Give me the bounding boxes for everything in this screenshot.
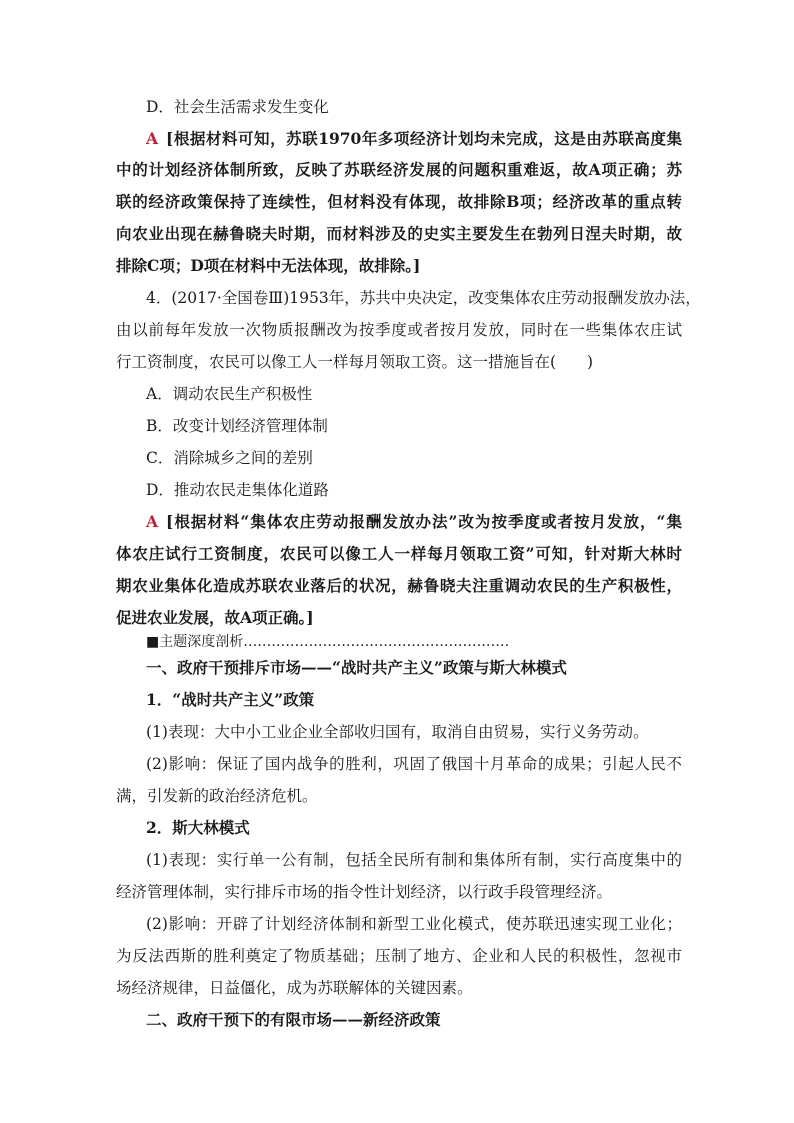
- sub1-paragraph-2-line-2: 满，引发新的政治经济危机。: [116, 787, 318, 805]
- answer-letter: A: [146, 512, 159, 531]
- explanation-1-line-2: 中的计划经济体制所致，反映了苏联经济发展的问题积重难返，故A项正确；苏: [116, 160, 682, 179]
- explanation-2-line-2: 体农庄试行工资制度，农民可以像工人一样每月领取工资”可知，针对斯大林时: [116, 544, 682, 563]
- option-c: C．消除城乡之间的差别: [146, 449, 313, 467]
- subheading-1: 1．“战时共产主义”政策: [146, 690, 315, 709]
- option-b: B．改变计划经济管理体制: [146, 417, 328, 435]
- option-d-prev: D．社会生活需求发生变化: [146, 98, 329, 116]
- answer-letter: A: [146, 129, 159, 148]
- sub2-paragraph-2-line-3: 场经济规律，日益僵化，成为苏联解体的关键因素。: [116, 979, 473, 997]
- sub2-paragraph-1-line-2: 经济管理体制，实行排斥市场的指令性计划经济，以行政手段管理经济。: [116, 883, 613, 901]
- subheading-2: 2．斯大林模式: [146, 818, 250, 837]
- sub2-paragraph-2-line-1: (2)影响：开辟了计划经济体制和新型工业化模式，使苏联迅速实现工业化；: [146, 915, 682, 933]
- section-heading-1: 一、政府干预排斥市场——“战时共产主义”政策与斯大林模式: [146, 658, 567, 677]
- sub2-paragraph-2-line-2: 为反法西斯的胜利奠定了物质基础；压制了地方、企业和人民的积极性，忽视市: [116, 947, 682, 965]
- question-4-line-1: 4．(2017·全国卷Ⅲ)1953年，苏共中央决定，改变集体农庄劳动报酬发放办法，: [146, 289, 701, 307]
- section-heading-2: 二、政府干预下的有限市场——新经济政策: [146, 1010, 441, 1029]
- sub1-paragraph-2-line-1: (2)影响：保证了国内战争的胜利，巩固了俄国十月革命的成果；引起人民不: [146, 755, 682, 773]
- question-4-line-3: 行工资制度，农民可以像工人一样每月领取工资。这一措施旨在( ): [116, 353, 594, 371]
- explanation-2-line-4: 促进农业发展，故A项正确。]: [116, 608, 314, 627]
- explanation-1-line-5: 排除C项；D项在材料中无法体现，故排除。]: [116, 256, 421, 275]
- section-marker: ■主题深度剖析…………………………………………………: [146, 634, 510, 650]
- explanation-2-line-1: A [根据材料“集体农庄劳动报酬发放办法”改为按季度或者按月发放，“集: [146, 512, 682, 531]
- sub1-paragraph-1: (1)表现：大中小工业企业全部收归国有，取消自由贸易，实行义务劳动。: [146, 723, 649, 741]
- option-d: D．推动农民走集体化道路: [146, 481, 329, 499]
- option-a: A．调动农民生产积极性: [146, 385, 313, 403]
- explanation-1-line-1: A [根据材料可知，苏联1970年多项经济计划均未完成，这是由苏联高度集: [146, 129, 682, 148]
- sub2-paragraph-1-line-1: (1)表现：实行单一公有制，包括全民所有制和集体所有制，实行高度集中的: [146, 851, 682, 869]
- explanation-1-line-4: 向农业出现在赫鲁晓夫时期，而材料涉及的史实主要发生在勃列日涅夫时期，故: [116, 224, 682, 243]
- explanation-2-line-3: 期农业集体化造成苏联农业落后的状况，赫鲁晓夫注重调动农民的生产积极性，: [116, 576, 682, 595]
- explanation-1-line-3: 联的经济政策保持了连续性，但材料没有体现，故排除B项；经济改革的重点转: [116, 192, 682, 211]
- question-4-line-2: 由以前每年发放一次物质报酬改为按季度或者按月发放，同时在一些集体农庄试: [116, 321, 682, 339]
